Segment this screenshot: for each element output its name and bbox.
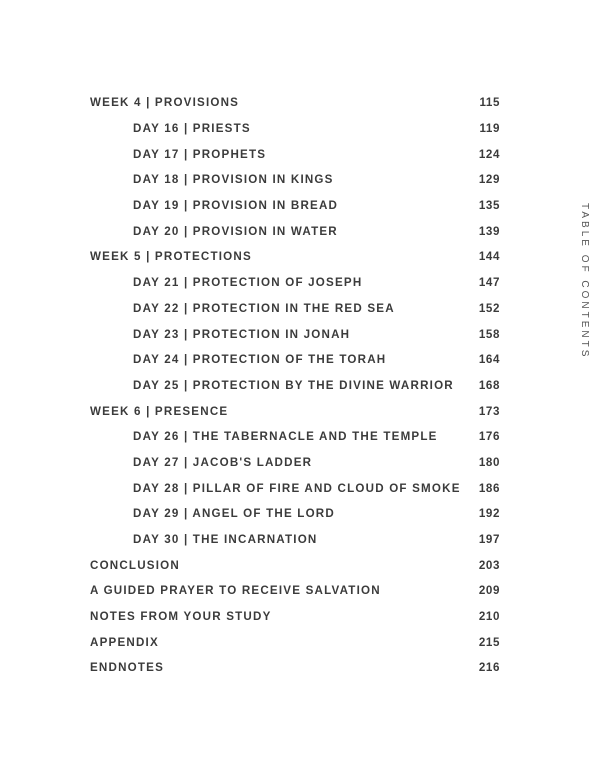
toc-entry-page: 192 (478, 507, 500, 521)
toc-entry-page: 168 (478, 378, 500, 392)
toc-entry-day-21[interactable] (90, 270, 500, 296)
toc-entry-week-6[interactable] (90, 398, 500, 424)
toc-entry-guided-prayer[interactable] (90, 578, 500, 604)
toc-entry-page: 147 (478, 276, 500, 290)
toc-entry-page: 129 (478, 173, 500, 187)
toc-entry-title: DAY 22 | PROTECTION IN THE RED SEA (133, 301, 395, 315)
toc-entry-page: 216 (478, 661, 500, 675)
toc-entry-page: 119 (479, 122, 500, 136)
toc-entry-page: 139 (478, 224, 500, 238)
toc-entry-title: DAY 29 | ANGEL OF THE LORD (133, 507, 335, 521)
toc-entry-title: WEEK 5 | PROTECTIONS (90, 250, 252, 264)
toc-entry-page: 203 (478, 558, 500, 572)
toc-entry-title: CONCLUSION (90, 558, 180, 572)
toc-entry-page: 158 (478, 327, 500, 341)
toc-entry-page: 180 (478, 455, 500, 469)
toc-entry-title: DAY 28 | PILLAR OF FIRE AND CLOUD OF SMOKE (133, 481, 461, 495)
toc-entry-day-25[interactable] (90, 373, 500, 399)
toc-entry-title: DAY 27 | JACOB'S LADDER (133, 455, 313, 469)
toc-entry-page: 152 (478, 301, 500, 315)
toc-entry-title: DAY 16 | PRIESTS (133, 122, 251, 136)
toc-entry-page: 210 (478, 610, 500, 624)
toc-entry-title: DAY 20 | PROVISION IN WATER (133, 224, 338, 238)
toc-entry-page: 176 (478, 430, 500, 444)
toc-entry-page: 124 (478, 147, 500, 161)
toc-entry-day-26[interactable] (90, 424, 500, 450)
toc-entry-title: APPENDIX (90, 635, 159, 649)
toc-entry-day-16[interactable] (90, 116, 500, 142)
toc-entry-day-20[interactable] (90, 218, 500, 244)
toc-entry-page: 186 (478, 481, 500, 495)
toc-entry-title: DAY 19 | PROVISION IN BREAD (133, 199, 339, 213)
toc-entry-page: 173 (478, 404, 500, 418)
toc-entry-appendix[interactable] (90, 629, 500, 655)
toc-entry-page: 135 (478, 199, 500, 213)
toc-entry-title: DAY 23 | PROTECTION IN JONAH (133, 327, 351, 341)
toc-entry-day-23[interactable] (90, 321, 500, 347)
toc-entry-day-27[interactable] (90, 450, 500, 476)
toc-entry-day-29[interactable] (90, 501, 500, 527)
toc-entry-page: 215 (478, 635, 500, 649)
toc-entry-page: 144 (478, 250, 500, 264)
toc-entry-day-30[interactable] (90, 527, 500, 553)
table-of-contents (90, 90, 500, 681)
toc-entry-title: ENDNOTES (90, 661, 165, 675)
toc-entry-page: 115 (479, 96, 500, 110)
toc-entry-day-24[interactable] (90, 347, 500, 373)
toc-entry-day-19[interactable] (90, 193, 500, 219)
toc-entry-week-5[interactable] (90, 244, 500, 270)
toc-entry-title: DAY 26 | THE TABERNACLE AND THE TEMPLE (133, 430, 438, 444)
toc-entry-page: 197 (478, 533, 500, 547)
toc-entry-endnotes[interactable] (90, 655, 500, 681)
toc-entry-title: DAY 18 | PROVISION IN KINGS (133, 173, 334, 187)
toc-entry-conclusion[interactable] (90, 552, 500, 578)
toc-entry-page: 209 (478, 584, 500, 598)
toc-entry-title: WEEK 4 | PROVISIONS (90, 96, 240, 110)
toc-entry-week-4[interactable] (90, 90, 500, 116)
toc-entry-title: DAY 25 | PROTECTION BY THE DIVINE WARRIOR (133, 378, 454, 392)
toc-entry-title: DAY 24 | PROTECTION OF THE TORAH (133, 353, 387, 367)
side-section-label: TABLE OF CONTENTS (579, 203, 590, 360)
toc-entry-title: DAY 17 | PROPHETS (133, 147, 267, 161)
toc-entry-title: A GUIDED PRAYER TO RECEIVE SALVATION (90, 584, 381, 598)
toc-entry-day-28[interactable] (90, 475, 500, 501)
toc-entry-title: NOTES FROM YOUR STUDY (90, 610, 272, 624)
toc-entry-day-17[interactable] (90, 141, 500, 167)
toc-entry-notes[interactable] (90, 604, 500, 630)
toc-entry-day-22[interactable] (90, 296, 500, 322)
toc-entry-page: 164 (478, 353, 500, 367)
toc-entry-day-18[interactable] (90, 167, 500, 193)
toc-entry-title: WEEK 6 | PRESENCE (90, 404, 229, 418)
toc-entry-title: DAY 21 | PROTECTION OF JOSEPH (133, 276, 363, 290)
toc-entry-title: DAY 30 | THE INCARNATION (133, 533, 318, 547)
